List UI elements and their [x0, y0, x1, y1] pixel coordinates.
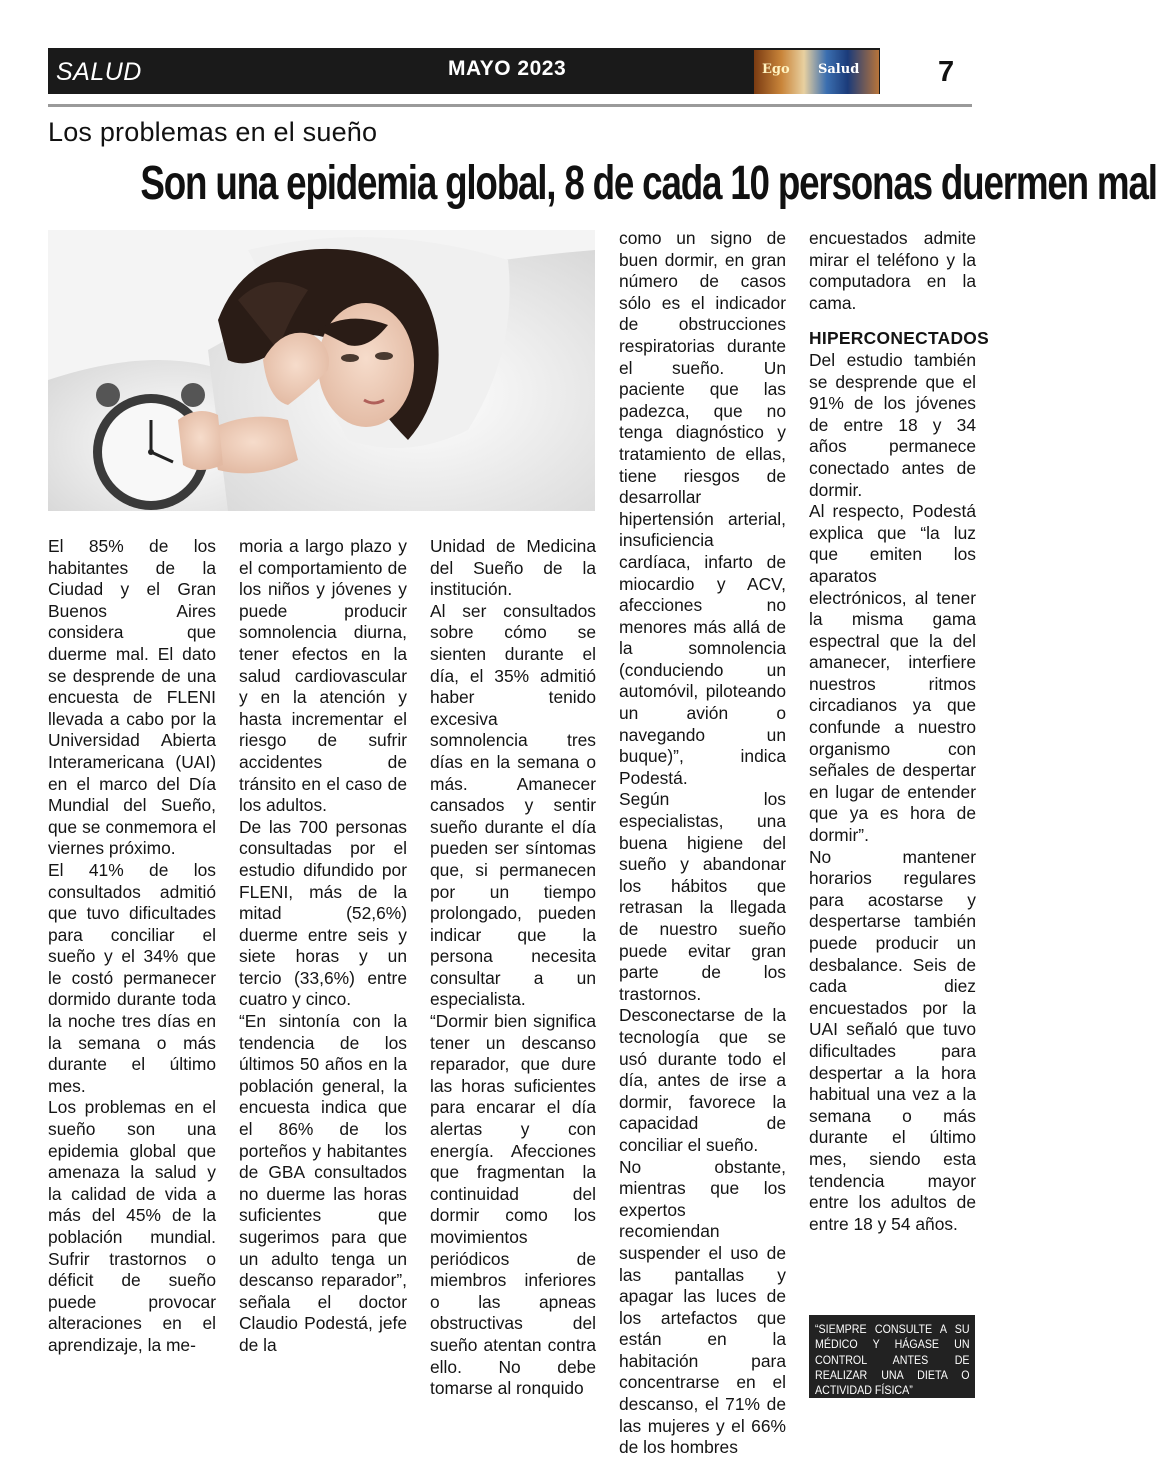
health-notice-text: “SIEMPRE CONSULTE A SU MÉDICO Y HÁGASE UN CONTROL ANTES DE REALIZAR UNA DIETA O ACTIVIDAD FÍSICA”: [815, 1323, 970, 1398]
issue-date: MAYO 2023: [448, 57, 567, 80]
paragraph: Los problemas en el sueño son una epidemia global que amenaza la salud y la calidad de vida a más del 45% de la población mundial. Sufrir trastornos o déficit de sueño puede provocar alteraciones en el aprendizaje, la me-: [48, 1097, 216, 1355]
logo-word-salud: Salud: [818, 62, 860, 77]
egosalud-logo: [754, 50, 879, 94]
paragraph: El 41% de los consultados admitió que tuvo dificultades para conciliar el sueño y el 34% que le costó permanecer dormido durante toda la noche tres días en la semana o más durante el último mes.: [48, 859, 216, 1096]
article-column-4: [619, 228, 786, 1459]
paragraph: De las 700 personas consultadas por el estudio difundido por FLENI, más de la mitad (52,6%) duerme entre seis y siete horas y un tercio (33,6%) entre cuatro y cinco.: [239, 816, 407, 1010]
woman-with-alarm-clock-photo: [48, 230, 595, 511]
paragraph: “Dormir bien significa tener un descanso reparador, que dure las horas suficientes para encarar el día alertas y con energía. Afecciones que fragmentan la continuidad del dormir como los movimientos periódicos de miembros inferiores o las apneas obstructivas del sueño atentan contra ello. No debe tomarse al ronquido: [430, 1011, 596, 1399]
paragraph: No mantener horarios regulares para acostarse y despertarse también puede producir un desbalance. Seis de cada diez encuestados por la UAI señaló que tuvo dificultades para despertar a la hora habitual una vez a la semana o más durante el último mes, siendo esta tendencia mayor entre los adultos de entre 18 y 54 años.: [809, 846, 976, 1234]
paragraph: El 85% de los habitantes de la Ciudad y el Gran Buenos Aires considera que duerme mal. El dato se desprende de una encuesta de FLENI llevada a cabo por la Universidad Abierta Interamericana (UAI) en el marco del Día Mundial del Sueño, que se conmemora el viernes próximo.: [48, 536, 216, 859]
paragraph: Al respecto, Podestá explica que “la luz que emiten los aparatos electrónicos, al tener la misma gama espectral que la del amanecer, interfiere nuestros ritmos circadianos ya que confunde a nuestro organismo con señales de despertar en lugar de entender que ya es hora de dormir”.: [809, 501, 976, 846]
paragraph: “En sintonía con la tendencia de los últimos 50 años en la población general, la encuesta indica que el 86% de los porteños y habitantes de GBA consultados no duerme las horas suficientes que sugerimos para que un adulto tenga un descanso reparador”, señala el doctor Claudio Podestá, jefe de la: [239, 1011, 407, 1355]
article-column-3: [430, 536, 596, 1400]
section-subhead: HIPERCONECTADOS: [809, 328, 990, 349]
article-kicker: Los problemas en el sueño: [48, 117, 378, 147]
paragraph: Al ser consultados sobre cómo se sienten durante el día, el 35% admitió haber tenido excesiva somnolencia tres días en la semana o más. Amanecer cansados y sentir sueño durante el día pueden ser síntomas que, si permanecen por un tiempo prolongado, pueden indicar que la persona necesita consultar a un especialista.: [430, 600, 596, 1010]
article-column-1: [48, 536, 216, 1357]
paragraph: moria a largo plazo y el comportamiento de los niños y jóvenes y puede producir somnolencia diurna, tener efectos en la salud cardiovascular y en la atención y hasta incrementar el riesgo de sufrir accidentes de tránsito en el caso de los adultos.: [239, 536, 407, 816]
paragraph: como un signo de buen dormir, en gran número de casos sólo es el indicador de obstrucciones respiratorias durante el sueño. Un paciente que las padezca, que no tenga diagnóstico y tratamiento de ellas, tiene riesgos de desarrollar hipertensión arterial, insuficiencia cardíaca, infarto de miocardio y ACV, afecciones no menores más allá de la somnolencia (conduciendo un automóvil, piloteando un avión o navegando un buque)”, indica Podestá.: [619, 228, 786, 788]
paragraph: Del estudio también se desprende que el 91% de los jóvenes de entre 18 y 34 años permanece conectado antes de dormir.: [809, 349, 976, 500]
header-rule: [48, 104, 972, 107]
paragraph: encuestados admite mirar el teléfono y la computadora en la cama.: [809, 228, 976, 313]
article-headline: Son una epidemia global, 8 de cada 10 personas duermen mal: [140, 155, 1157, 210]
section-label: SALUD: [56, 58, 142, 86]
article-column-2: [239, 536, 407, 1357]
paragraph: Unidad de Medicina del Sueño de la institución.: [430, 536, 596, 600]
paragraph: Desconectarse de la tecnología que se usó durante todo el día, antes de irse a dormir, favorece la capacidad de conciliar el sueño.: [619, 1005, 786, 1155]
page-number: 7: [938, 56, 955, 88]
article-column-5: [809, 228, 990, 1235]
page-number-box: [880, 48, 972, 94]
photo-illustration: [48, 230, 595, 511]
paragraph: Según los especialistas, una buena higiene del sueño y abandonar los hábitos que retrasan la llegada de nuestro sueño puede evitar gran parte de los trastornos.: [619, 789, 786, 1004]
paragraph: No obstante, mientras que los expertos recomiendan suspender el uso de las pantallas y apagar las luces de los artefactos que están en la habitación para concentrarse en el descanso, el 71% de las mujeres y el 66% de los hombres: [619, 1156, 786, 1458]
logo-word-ego: Ego: [762, 62, 790, 77]
